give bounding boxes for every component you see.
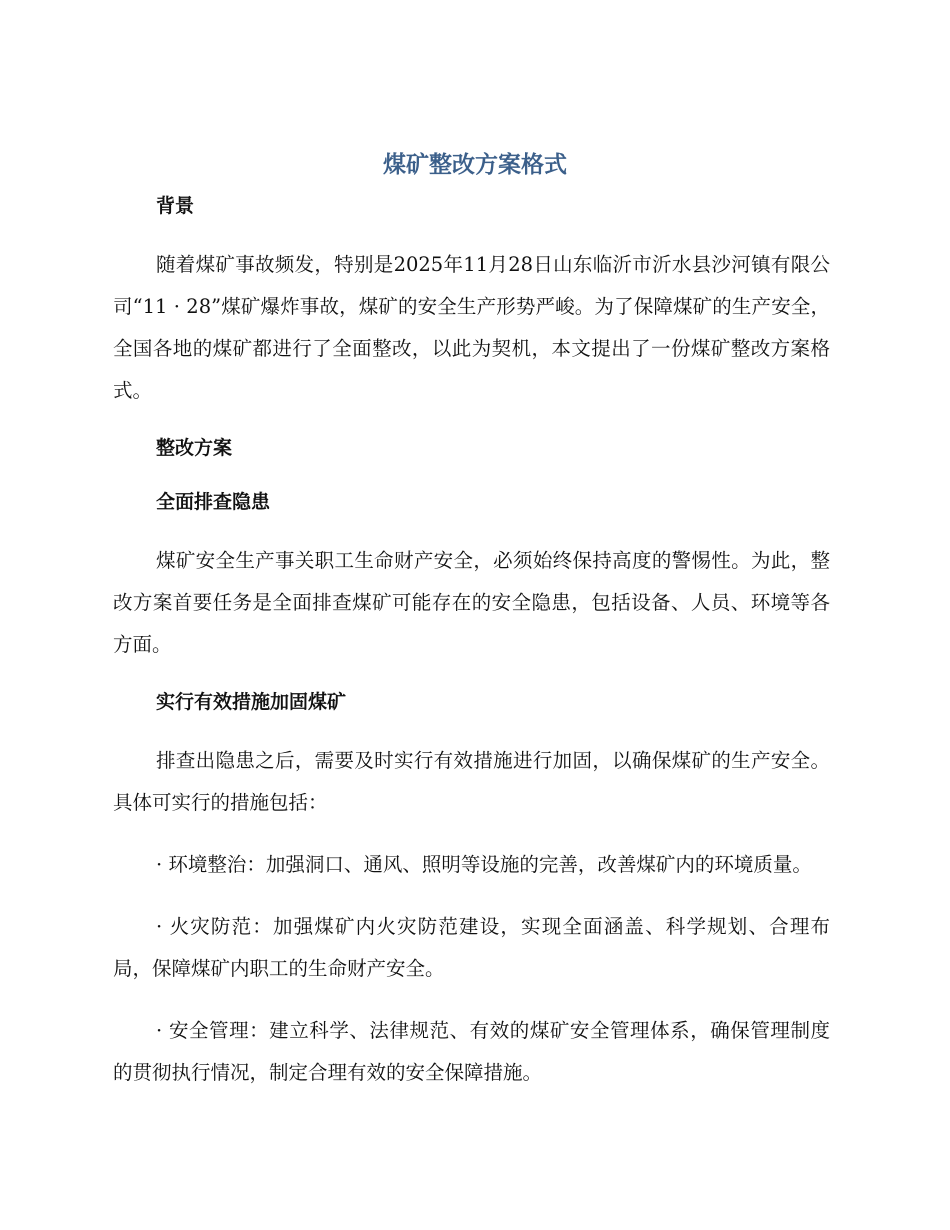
paragraph-background: 随着煤矿事故频发，特别是2025年11月28日山东临沂市沂水县沙河镇有限公司“11 · 28”煤矿爆炸事故，煤矿的安全生产形势严峻。为了保障煤矿的生产安全，全国各地的煤矿都进行了全面整改，以此为契机，本文提出了一份煤矿整改方案格式。 <box>113 253 830 402</box>
section-heading-inspect: 全面排查隐患 <box>156 491 271 513</box>
paragraph-inspect: 煤矿安全生产事关职工生命财产安全，必须始终保持高度的警惕性。为此，整改方案首要任务是全面排查煤矿可能存在的安全隐患，包括设备、人员、环境等各方面。 <box>113 549 830 656</box>
bullet-fire: · 火灾防范：加强煤矿内火灾防范建设，实现全面涵盖、科学规划、合理布局，保障煤矿内职工的生命财产安全。 <box>113 915 830 980</box>
section-heading-measures: 实行有效措施加固煤矿 <box>156 691 347 713</box>
bullet-safety: · 安全管理：建立科学、法律规范、有效的煤矿安全管理体系，确保管理制度的贯彻执行情况，制定合理有效的安全保障措施。 <box>113 1019 830 1084</box>
document-body <box>113 190 830 1094</box>
bullet-environment: · 环境整治：加强洞口、通风、照明等设施的完善，改善煤矿内的环境质量。 <box>156 853 812 876</box>
paragraph-measures: 排查出隐患之后，需要及时实行有效措施进行加固，以确保煤矿的生产安全。具体可实行的措施包括： <box>113 749 830 814</box>
document-title: 煤矿整改方案格式 <box>383 152 567 178</box>
section-heading-plan: 整改方案 <box>156 437 233 459</box>
section-heading-background: 背景 <box>156 195 195 217</box>
